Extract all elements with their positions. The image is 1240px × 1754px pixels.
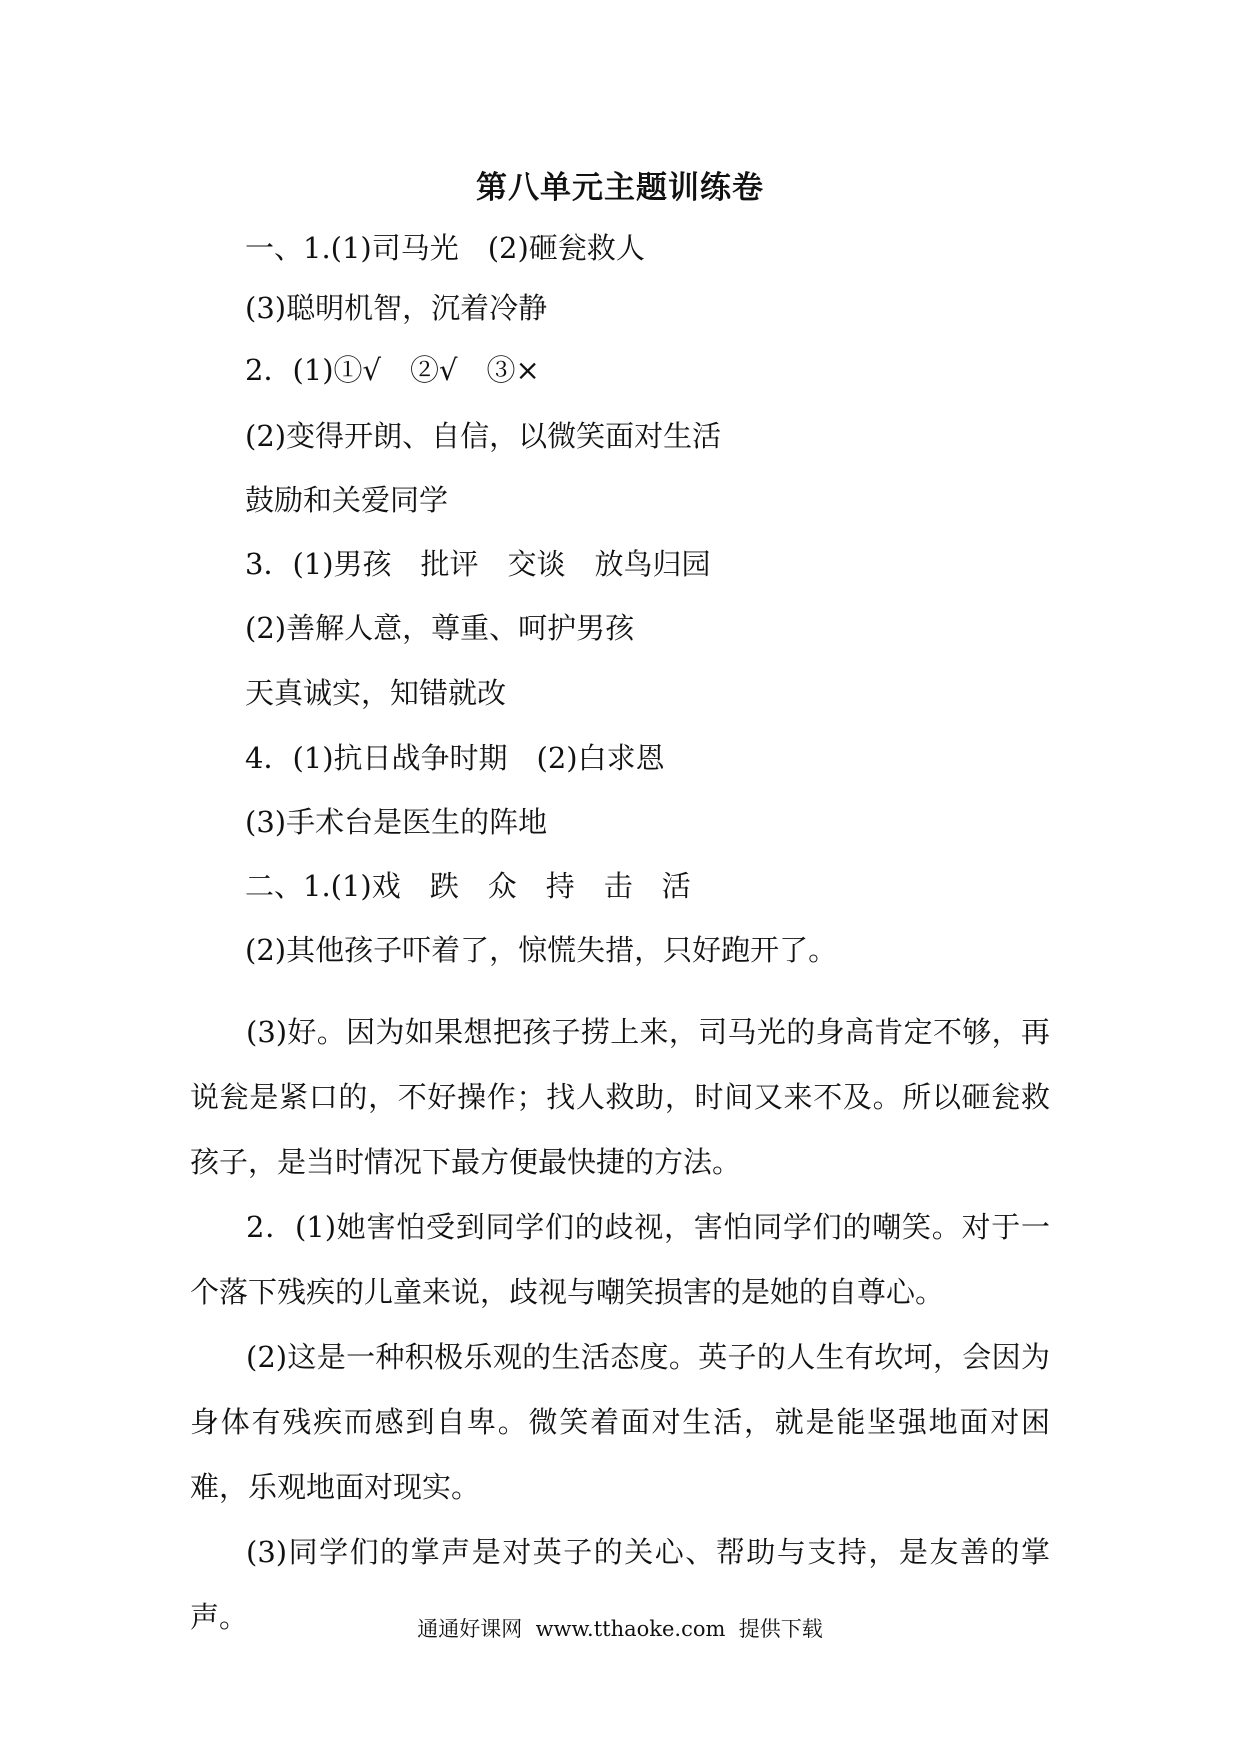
answer-paragraph-3: (2)这是一种积极乐观的生活态度。英子的人生有坎坷，会因为身体有残疾而感到自卑。微笑着面对生活，就是能坚强地面对困难，乐观地面对现实。 bbox=[190, 1340, 1050, 1504]
answer-line-7: (2)善解人意，尊重、呵护男孩 bbox=[245, 611, 635, 645]
answer-line-11: 二、1.(1)戏 跌 众 持 击 活 bbox=[245, 869, 691, 903]
answer-line-9: 4．(1)抗日战争时期 (2)白求恩 bbox=[245, 741, 665, 775]
footer-watermark: 通通好课网 www.tthaoke.com 提供下载 bbox=[417, 1617, 823, 1641]
answer-line-6: 3．(1)男孩 批评 交谈 放鸟归园 bbox=[245, 547, 711, 581]
answer-line-1: 一、1.(1)司马光 (2)砸瓮救人 bbox=[245, 231, 645, 265]
answer-paragraph-1: (3)好。因为如果想把孩子捞上来，司马光的身高肯定不够，再说瓮是紧口的，不好操作；找人救助，时间又来不及。所以砸瓮救孩子，是当时情况下最方便最快捷的方法。 bbox=[190, 1015, 1050, 1179]
answer-line-12: (2)其他孩子吓着了，惊慌失措，只好跑开了。 bbox=[245, 933, 838, 967]
answer-paragraph-2: 2．(1)她害怕受到同学们的歧视，害怕同学们的嘲笑。对于一个落下残疾的儿童来说，歧视与嘲笑损害的是她的自尊心。 bbox=[190, 1210, 1050, 1309]
answer-line-3: 2．(1)①√ ②√ ③× bbox=[245, 353, 540, 387]
answer-line-4: (2)变得开朗、自信，以微笑面对生活 bbox=[245, 419, 722, 453]
answer-line-2: (3)聪明机智，沉着冷静 bbox=[245, 291, 548, 325]
answer-line-5: 鼓励和关爱同学 bbox=[245, 483, 449, 517]
answer-line-8: 天真诚实，知错就改 bbox=[245, 676, 507, 710]
page-title: 第八单元主题训练卷 bbox=[476, 170, 764, 206]
answer-paragraph-4: (3)同学们的掌声是对英子的关心、帮助与支持，是友善的掌声。 bbox=[190, 1535, 1050, 1634]
answer-line-10: (3)手术台是医生的阵地 bbox=[245, 805, 548, 839]
